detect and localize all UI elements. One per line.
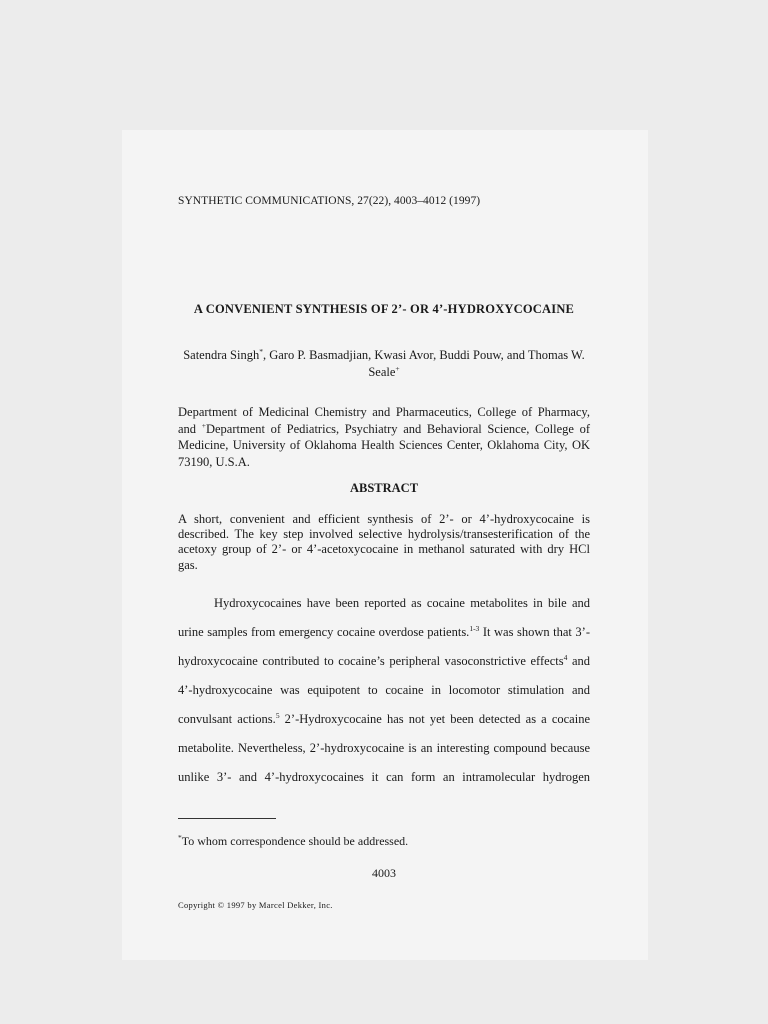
body-line bbox=[178, 683, 590, 698]
article-title: A CONVENIENT SYNTHESIS OF 2’- OR 4’-HYDROXYCOCAINE bbox=[193, 302, 575, 316]
footnote-divider bbox=[178, 818, 276, 819]
author-last-mark: + bbox=[395, 364, 400, 373]
body-line-text: hydroxycocaine contributed to cocaine’s peripheral vasoconstrictive effects bbox=[178, 654, 564, 668]
footnote bbox=[178, 834, 408, 849]
affiliation-part1: Department of Medicinal Chemistry and Pharmaceutics, College of Pharmacy, and bbox=[178, 405, 590, 436]
body-line bbox=[178, 654, 590, 669]
copyright-notice: Copyright © 1997 by Marcel Dekker, Inc. bbox=[178, 900, 333, 910]
affiliation-part2: Department of Pediatrics, Psychiatry and Behavioral Science, College of Medicine, University of Oklahoma Health Sciences Center, Oklahoma City, OK 73190, U.S.A. bbox=[178, 421, 590, 469]
footnote-text: To whom correspondence should be addressed. bbox=[181, 834, 409, 848]
body-line bbox=[178, 712, 590, 727]
abstract-heading: ABSTRACT bbox=[349, 481, 419, 495]
footnote-mark: * bbox=[178, 833, 182, 842]
author-list bbox=[178, 347, 590, 381]
body-line-text: urine samples from emergency cocaine overdose patients. bbox=[178, 625, 470, 639]
body-line-text: and bbox=[567, 654, 590, 668]
body-line-text: metabolite. Nevertheless, 2’-hydroxycocaine is an interesting compound because bbox=[178, 741, 590, 755]
page-number: 4003 bbox=[372, 866, 396, 880]
author-others: , Garo P. Basmadjian, Kwasi Avor, Buddi Pouw, and Thomas W. Seale bbox=[262, 348, 585, 379]
citation-superscript: 4 bbox=[563, 653, 568, 662]
body-line-text: Hydroxycocaines have been reported as cocaine metabolites in bile and bbox=[214, 596, 590, 610]
body-line-text: 2’-Hydroxycocaine has not yet been detected as a cocaine bbox=[279, 712, 590, 726]
body-line-text: It was shown that 3’- bbox=[479, 625, 590, 639]
body-line-text: unlike 3’- and 4’-hydroxycocaines it can form an intramolecular hydrogen bbox=[178, 770, 590, 784]
author-first: Satendra Singh bbox=[183, 348, 260, 362]
affiliation-mark: + bbox=[201, 420, 206, 430]
citation-superscript: 1-3 bbox=[469, 624, 480, 633]
body-line bbox=[214, 596, 590, 611]
body-line bbox=[178, 770, 590, 785]
author-first-mark: * bbox=[259, 347, 263, 356]
citation-superscript: 5 bbox=[275, 711, 280, 720]
affiliation bbox=[178, 404, 590, 470]
body-line-text: 4’-hydroxycocaine was equipotent to cocaine in locomotor stimulation and bbox=[178, 683, 590, 697]
body-line-text: convulsant actions. bbox=[178, 712, 276, 726]
journal-citation: SYNTHETIC COMMUNICATIONS, 27(22), 4003–4012 (1997) bbox=[178, 195, 481, 207]
abstract-text: A short, convenient and efficient synthesis of 2’- or 4’-hydroxycocaine is described. The key step involved selective hydrolysis/transesterification of the acetoxy group of 2’- or 4’-acetoxycocaine in methanol saturated with dry HCl gas. bbox=[178, 512, 590, 572]
body-line bbox=[178, 741, 590, 756]
body-line bbox=[178, 625, 590, 640]
